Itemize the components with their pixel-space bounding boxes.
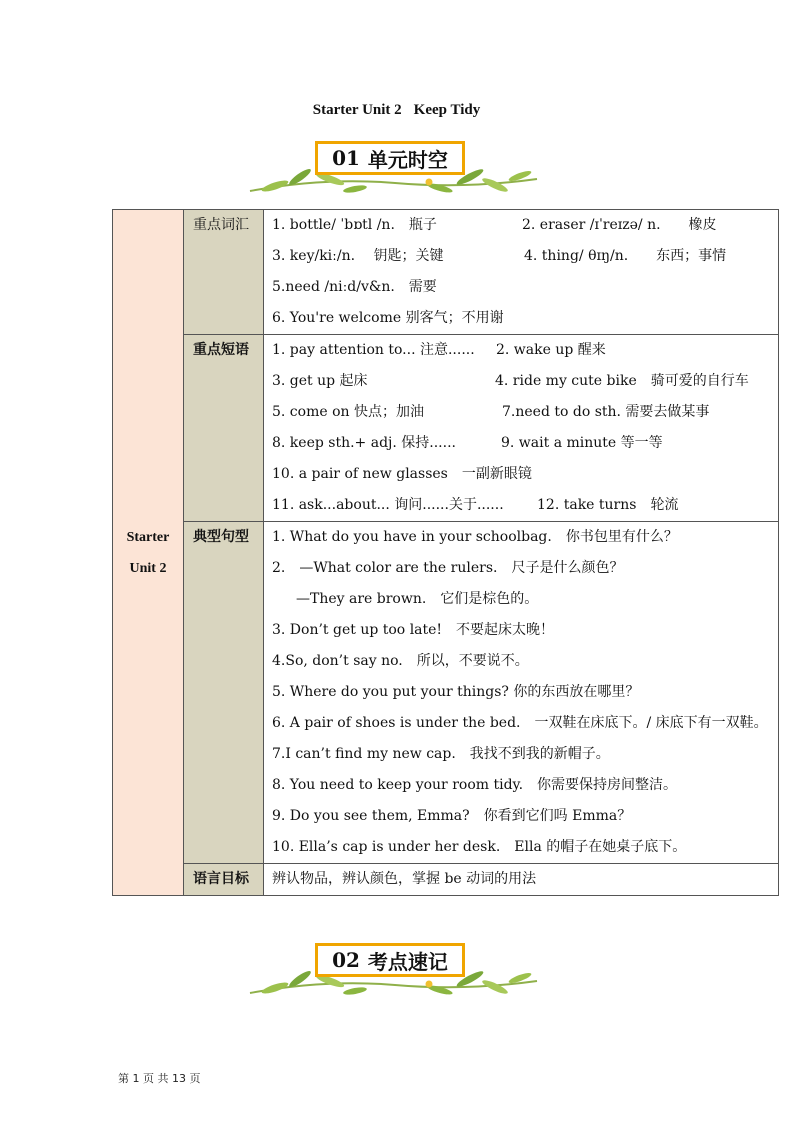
section-banner-2-box [315,943,465,977]
goal-label: 语言目标 [184,864,264,896]
unit-label-line1: Starter [126,529,170,545]
page-title-unit: Starter Unit 2 [312,102,402,118]
list-item: —They are brown. 它们是棕色的。 [296,591,539,607]
list-item: 10. a pair of new glasses 一副新眼镜 [272,466,532,482]
list-item: 3. key/kiː/n. 钥匙；关键 4. thing/ θɪŋ/n. 东西；事情 [272,248,727,264]
list-item: 6. A pair of shoes is under the bed. 一双鞋在床底下。/ 床底下有一双鞋。 [272,715,768,731]
unit-summary-table [112,209,779,896]
list-item: 6. You're welcome 别客气；不用谢 [272,310,504,326]
page-title-topic: Keep Tidy [413,102,481,118]
goal-content [264,864,779,896]
list-item: 11. ask...about... 询问......关于...... 12. take turns 轮流 [272,497,679,513]
list-item: 5. Where do you put your things? 你的东西放在哪里？ [272,684,640,700]
sentences-label: 典型句型 [184,522,264,864]
list-item: 4.So, don’t say no. 所以，不要说不。 [272,653,529,669]
list-item: 10. Ella’s cap is under her desk. Ella 的帽子在她桌子底下。 [272,839,687,855]
phrases-row [113,335,779,522]
section-banner-1 [245,139,545,199]
page-footer: 第 1 页 共 13 页 [118,1072,201,1085]
vocab-label: 重点词汇 [184,210,264,335]
list-item: 1. bottle/ ˈbɒtl /n. 瓶子 2. eraser /ɪˈreɪzə/ n. 橡皮 [272,217,717,233]
list-item: 3. get up 起床 4. ride my cute bike 骑可爱的自行车 [272,373,749,389]
list-item: 1. pay attention to... 注意...... 2. wake up 醒来 [272,342,606,358]
list-item: 5.need /niːd/v&n. 需要 [272,279,437,295]
goal-row [113,864,779,896]
page-title [0,102,793,119]
vocab-row [113,210,779,335]
list-item: 9. Do you see them, Emma? 你看到它们吗 Emma？ [272,808,632,824]
section-number: 02 [332,948,360,972]
section-heading: 考点速记 [367,949,448,974]
unit-label-line2: Unit 2 [129,560,167,576]
list-item: 8. You need to keep your room tidy. 你需要保持房间整洁。 [272,777,678,793]
section-banner-2 [245,941,545,1001]
phrases-label: 重点短语 [184,335,264,522]
list-item: 5. come on 快点；加油 7.need to do sth. 需要去做某事 [272,404,710,420]
list-item: 8. keep sth.+ adj. 保持...... 9. wait a minute 等一等 [272,435,663,451]
list-item: 1. What do you have in your schoolbag. 你书包里有什么？ [272,529,678,545]
unit-label-cell [113,210,184,896]
goal-text: 辨认物品，辨认颜色，掌握 be 动词的用法 [272,871,537,887]
section-number: 01 [332,146,360,170]
list-item: 7.I can’t find my new cap. 我找不到我的新帽子。 [272,746,610,762]
list-item: 3. Don’t get up too late! 不要起床太晚！ [272,622,555,638]
phrases-content [264,335,779,522]
sentences-row [113,522,779,864]
section-heading: 单元时空 [367,147,448,172]
sentences-content [264,522,779,864]
vocab-content [264,210,779,335]
list-item: 2. —What color are the rulers. 尺子是什么颜色？ [272,560,624,576]
section-banner-1-box [315,141,465,175]
